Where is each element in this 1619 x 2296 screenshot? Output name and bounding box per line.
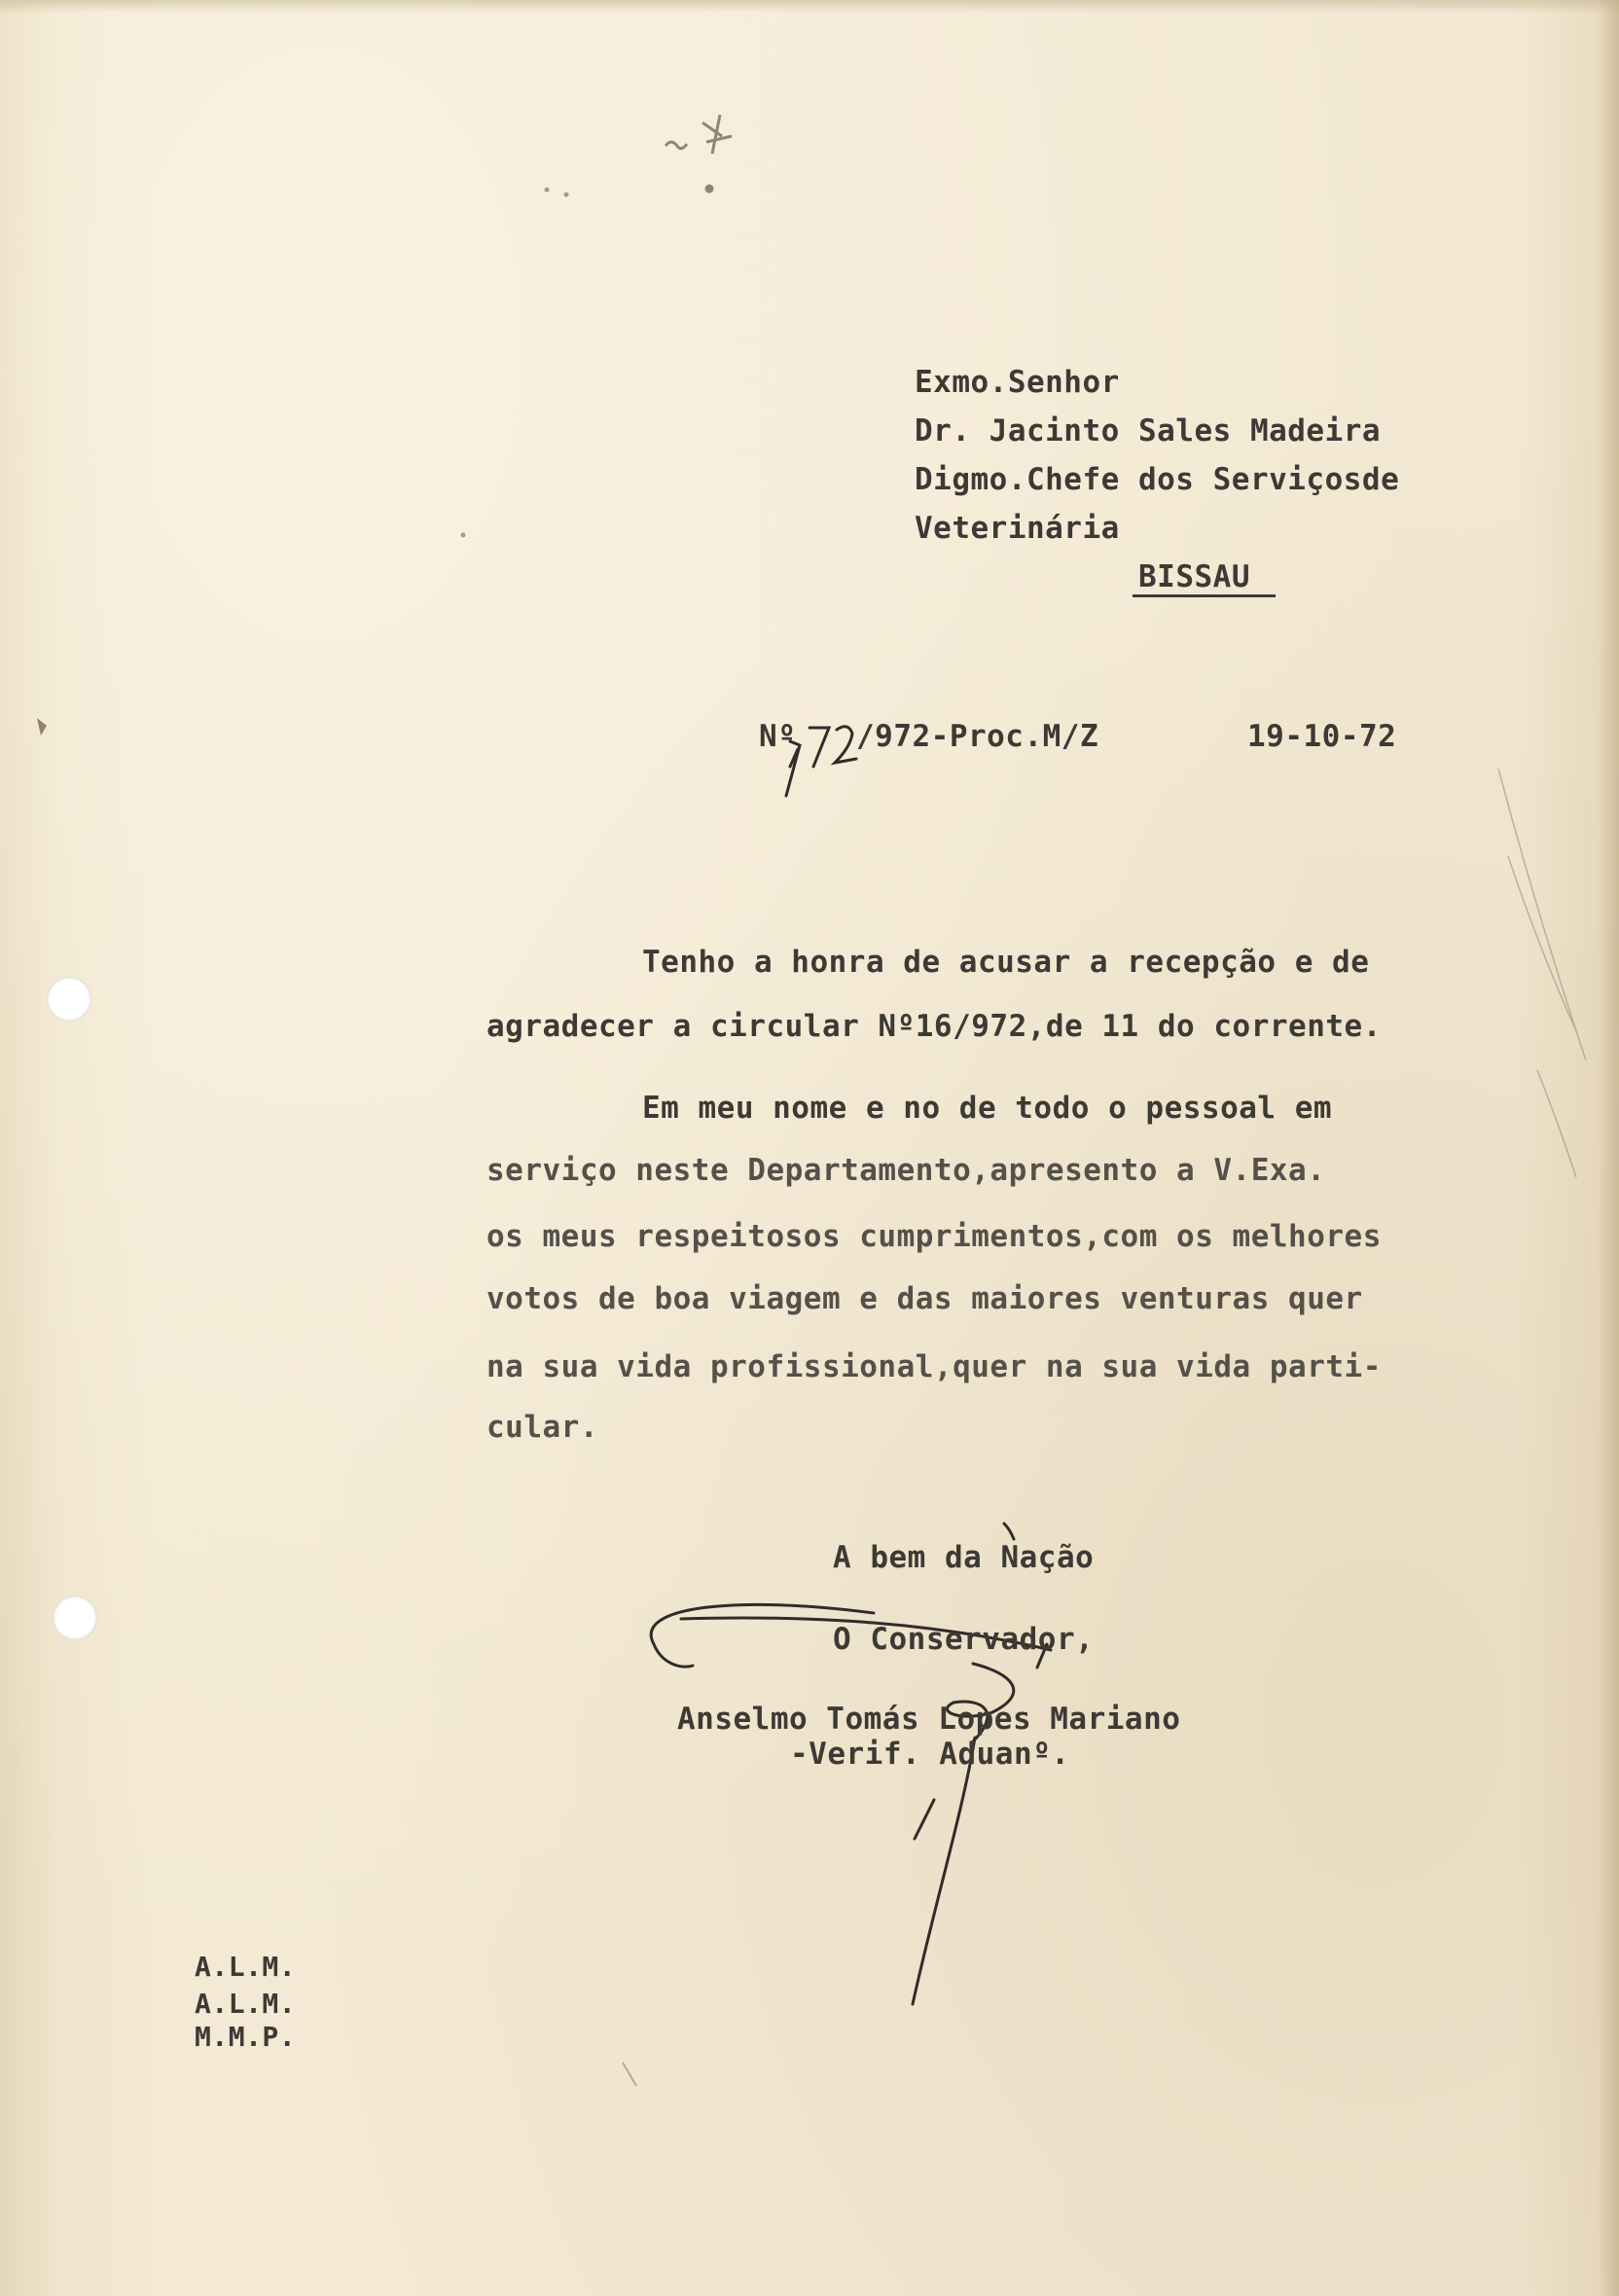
reference-suffix: /972-Proc.M/Z bbox=[856, 719, 1099, 754]
body-line-8: cular. bbox=[486, 1410, 598, 1445]
closing-salutation: A bem da Nação bbox=[833, 1540, 1095, 1575]
body-line-2: agradecer a circular Nº16/972,de 11 do corrente. bbox=[486, 1009, 1382, 1044]
body-line-4: serviço neste Departamento,apresento a V.Exa. bbox=[486, 1153, 1326, 1188]
initials-line-2: A.L.M. bbox=[195, 1988, 297, 2020]
body-line-1: Tenho a honra de acusar a recepção e de bbox=[642, 945, 1370, 980]
recipient-city: BISSAU bbox=[1133, 562, 1276, 597]
closing-title: O Conservador, bbox=[833, 1622, 1095, 1657]
recipient-line-3: Digmo.Chefe dos Serviçosde bbox=[915, 462, 1400, 497]
initials-line-3: M.M.P. bbox=[195, 2021, 297, 2053]
initials-line-1: A.L.M. bbox=[195, 1951, 297, 1983]
recipient-line-4: Veterinária bbox=[915, 511, 1120, 546]
body-line-6: votos de boa viagem e das maiores venturas quer bbox=[486, 1281, 1363, 1316]
reference-prefix: Nº bbox=[759, 719, 797, 754]
recipient-line-1: Exmo.Senhor bbox=[915, 365, 1120, 400]
body-line-3: Em meu nome e no de todo o pessoal em bbox=[642, 1091, 1333, 1126]
signatory-name: Anselmo Tomás Lopes Mariano bbox=[677, 1702, 1181, 1737]
reference-date: 19-10-72 bbox=[1247, 719, 1397, 754]
recipient-line-2: Dr. Jacinto Sales Madeira bbox=[915, 413, 1382, 448]
body-line-7: na sua vida profissional,quer na sua vida parti- bbox=[486, 1349, 1382, 1384]
signatory-role: -Verif. Aduanº. bbox=[790, 1737, 1070, 1772]
body-line-5: os meus respeitosos cumprimentos,com os melhores bbox=[486, 1219, 1382, 1254]
top-scribble-mark bbox=[666, 115, 732, 192]
